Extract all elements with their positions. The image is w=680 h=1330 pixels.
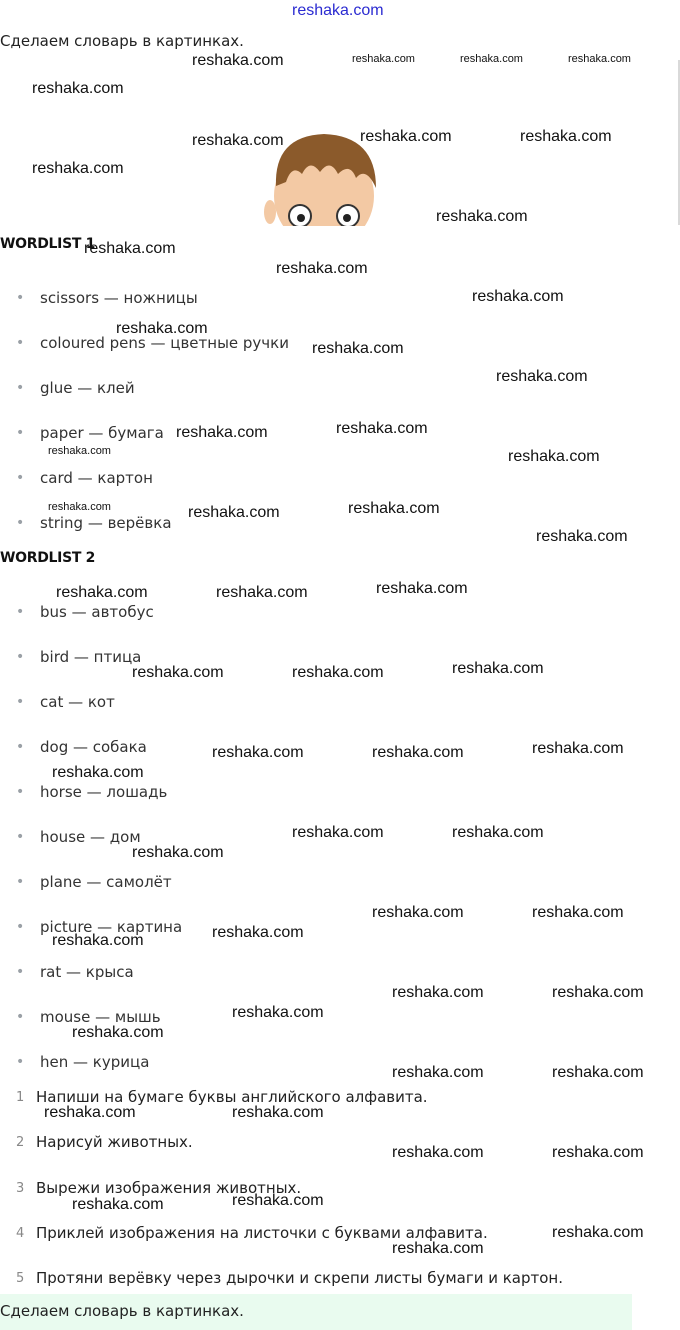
watermark: reshaka.com bbox=[116, 320, 208, 337]
wordlist-1-item: glue — клей bbox=[40, 379, 135, 397]
bullet: • bbox=[16, 964, 25, 980]
bullet: • bbox=[16, 784, 25, 800]
intro-text: Сделаем словарь в картинках. bbox=[0, 32, 244, 50]
watermark: reshaka.com bbox=[44, 1104, 136, 1121]
watermark: reshaka.com bbox=[312, 340, 404, 357]
watermark: reshaka.com bbox=[232, 1004, 324, 1021]
watermark: reshaka.com bbox=[552, 984, 644, 1001]
wordlist-2-item: plane — самолёт bbox=[40, 873, 172, 891]
watermark: reshaka.com bbox=[216, 584, 308, 601]
bullet: • bbox=[16, 739, 25, 755]
watermark: reshaka.com bbox=[52, 764, 144, 781]
step-number: 1 bbox=[16, 1090, 25, 1105]
watermark: reshaka.com bbox=[192, 132, 284, 149]
watermark: reshaka.com bbox=[56, 584, 148, 601]
bullet: • bbox=[16, 515, 25, 531]
wordlist-2-item: picture — картина bbox=[40, 918, 183, 936]
watermark: reshaka.com bbox=[372, 904, 464, 921]
step-text: Нарисуй животных. bbox=[36, 1133, 193, 1151]
wordlist-2-item: bus — автобус bbox=[40, 603, 154, 621]
bullet: • bbox=[16, 694, 25, 710]
wordlist-2-item: rat — крыса bbox=[40, 963, 134, 981]
bullet: • bbox=[16, 380, 25, 396]
bullet: • bbox=[16, 604, 25, 620]
watermark: reshaka.com bbox=[392, 1240, 484, 1257]
bullet: • bbox=[16, 335, 25, 351]
watermark: reshaka.com bbox=[568, 53, 631, 65]
bullet: • bbox=[16, 425, 25, 441]
watermark: reshaka.com bbox=[52, 932, 144, 949]
watermark: reshaka.com bbox=[48, 445, 111, 457]
watermark: reshaka.com bbox=[336, 420, 428, 437]
wordlist-2-item: horse — лошадь bbox=[40, 783, 168, 801]
wordlist-1-item: scissors — ножницы bbox=[40, 289, 198, 307]
watermark: reshaka.com bbox=[372, 744, 464, 761]
step-number: 4 bbox=[16, 1226, 25, 1241]
watermark: reshaka.com bbox=[192, 52, 284, 69]
watermark: reshaka.com bbox=[552, 1224, 644, 1241]
watermark: reshaka.com bbox=[276, 260, 368, 277]
watermark: reshaka.com bbox=[132, 844, 224, 861]
watermark: reshaka.com bbox=[232, 1104, 324, 1121]
watermark: reshaka.com bbox=[48, 501, 111, 513]
watermark: reshaka.com bbox=[348, 500, 440, 517]
wordlist-1-item: string — верёвка bbox=[40, 514, 172, 532]
watermark: reshaka.com bbox=[292, 664, 384, 681]
watermark: reshaka.com bbox=[360, 128, 452, 145]
watermark: reshaka.com bbox=[496, 368, 588, 385]
watermark: reshaka.com bbox=[392, 1064, 484, 1081]
watermark: reshaka.com bbox=[32, 80, 124, 97]
watermark: reshaka.com bbox=[212, 924, 304, 941]
watermark: reshaka.com bbox=[176, 424, 268, 441]
bullet: • bbox=[16, 470, 25, 486]
watermark: reshaka.com bbox=[552, 1064, 644, 1081]
wordlist-2-item: house — дом bbox=[40, 828, 141, 846]
wordlist-2-title: WORDLIST 2 bbox=[0, 550, 96, 566]
watermark: reshaka.com bbox=[72, 1196, 164, 1213]
bottom-intro-text: Сделаем словарь в картинках. bbox=[0, 1302, 244, 1320]
watermark: reshaka.com bbox=[352, 53, 415, 65]
wordlist-1-item: card — картон bbox=[40, 469, 153, 487]
wordlist-2-item: bird — птица bbox=[40, 648, 142, 666]
step-number: 5 bbox=[16, 1271, 25, 1286]
wordlist-2-item: dog — собака bbox=[40, 738, 147, 756]
step-text: Приклей изображения на листочки с буквами алфавита. bbox=[36, 1224, 488, 1242]
step-text: Напиши на бумаге буквы английского алфавита. bbox=[36, 1088, 428, 1106]
watermark: reshaka.com bbox=[532, 740, 624, 757]
watermark: reshaka.com bbox=[132, 664, 224, 681]
step-number: 3 bbox=[16, 1181, 25, 1196]
wordlist-2-item: cat — кот bbox=[40, 693, 115, 711]
bullet: • bbox=[16, 829, 25, 845]
watermark: reshaka.com bbox=[188, 504, 280, 521]
watermark: reshaka.com bbox=[532, 904, 624, 921]
watermark: reshaka.com bbox=[460, 53, 523, 65]
watermark: reshaka.com bbox=[292, 824, 384, 841]
watermark: reshaka.com bbox=[392, 1144, 484, 1161]
wordlist-2-item: hen — курица bbox=[40, 1053, 150, 1071]
bullet: • bbox=[16, 1054, 25, 1070]
watermark: reshaka.com bbox=[72, 1024, 164, 1041]
watermark: reshaka.com bbox=[232, 1192, 324, 1209]
step-text: Вырежи изображения животных. bbox=[36, 1179, 302, 1197]
bullet: • bbox=[16, 919, 25, 935]
watermark: reshaka.com bbox=[32, 160, 124, 177]
watermark: reshaka.com bbox=[472, 288, 564, 305]
watermark: reshaka.com bbox=[84, 240, 176, 257]
wordlist-1-item: coloured pens — цветные ручки bbox=[40, 334, 289, 352]
watermark: reshaka.com bbox=[376, 580, 468, 597]
bullet: • bbox=[16, 874, 25, 890]
site-link[interactable]: reshaka.com bbox=[292, 2, 384, 19]
watermark: reshaka.com bbox=[536, 528, 628, 545]
wordlist-1-item: paper — бумага bbox=[40, 424, 164, 442]
bullet: • bbox=[16, 290, 25, 306]
bullet: • bbox=[16, 1009, 25, 1025]
watermark: reshaka.com bbox=[436, 208, 528, 225]
watermark: reshaka.com bbox=[452, 824, 544, 841]
watermark: reshaka.com bbox=[392, 984, 484, 1001]
watermark: reshaka.com bbox=[508, 448, 600, 465]
wordlist-2-item: mouse — мышь bbox=[40, 1008, 161, 1026]
watermark: reshaka.com bbox=[212, 744, 304, 761]
step-number: 2 bbox=[16, 1135, 25, 1150]
watermark: reshaka.com bbox=[452, 660, 544, 677]
watermark: reshaka.com bbox=[552, 1144, 644, 1161]
watermark: reshaka.com bbox=[520, 128, 612, 145]
wordlist-1-title: WORDLIST 1 bbox=[0, 236, 96, 252]
step-text: Протяни верёвку через дырочки и скрепи листы бумаги и картон. bbox=[36, 1269, 564, 1287]
bullet: • bbox=[16, 649, 25, 665]
